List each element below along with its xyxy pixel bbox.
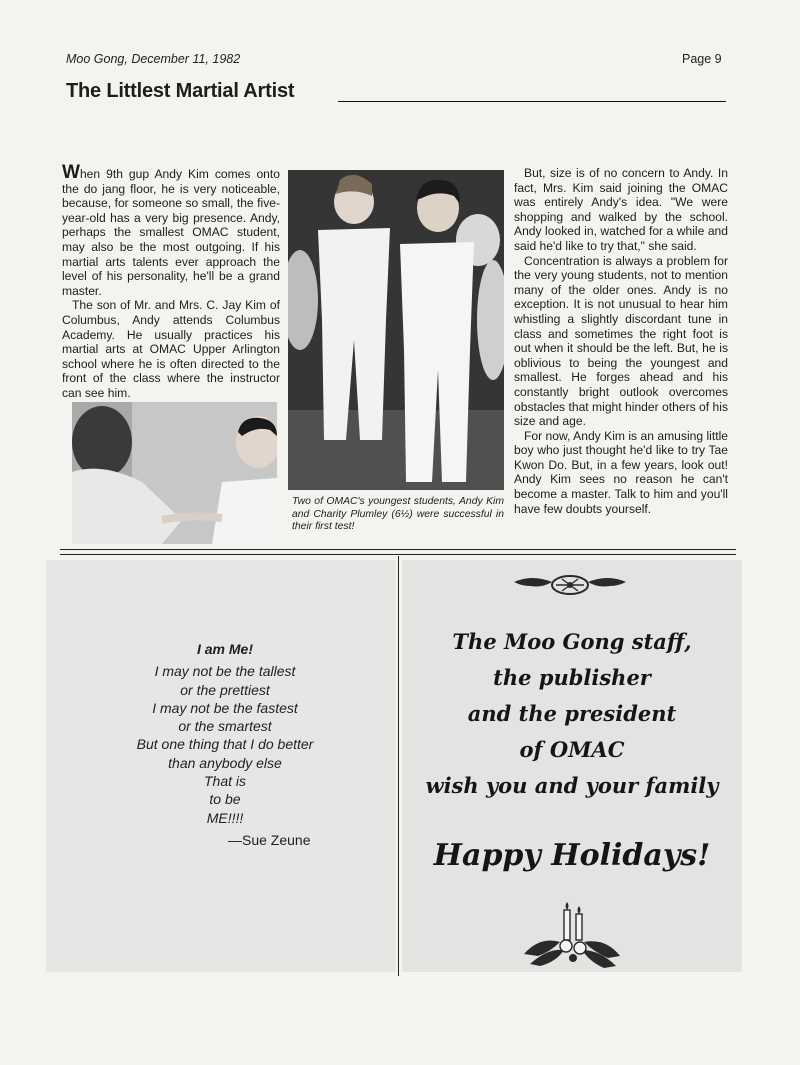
poem-line: I may not be the tallest — [154, 663, 296, 680]
article-paragraph: But, size is of no concern to Andy. In fact, Mrs. Kim said joining the OMAC was entirely Andy's idea. "We were shopping and walked by the school. Andy looked in, watched for a while and said he'd like to try that," she said. — [514, 166, 728, 253]
article-paragraph — [62, 162, 280, 298]
ribbon-ornament-icon — [512, 572, 628, 598]
publication-line: Moo Gong, December 11, 1982 — [66, 52, 241, 66]
page-number: Page 9 — [682, 52, 722, 66]
poem-line: That is — [203, 773, 246, 790]
article-title-row — [66, 80, 728, 106]
poem-line: But one thing that I do better — [136, 736, 314, 753]
poem-line: ME!!!! — [206, 809, 244, 826]
poem-author: —Sue Zeune — [228, 832, 311, 848]
poem-line: or the smartest — [178, 718, 272, 735]
title-underline — [338, 101, 726, 102]
article-column-right — [514, 166, 728, 516]
poem — [96, 640, 354, 827]
paragraph-text: hen 9th gup Andy Kim comes onto the do jang floor, he is very noticeable, because, for someone so small, the five-year-old has a very big presence. Andy, perhaps the smallest OMAC student, may also be the most outgoing. If his martial arts talents ever approach the level of his personality, he'll be a grand master. — [62, 167, 280, 298]
poem-line: than anybody else — [168, 754, 282, 771]
greeting-line: of OMAC — [519, 737, 625, 762]
drop-cap: W — [62, 162, 80, 183]
photo-caption: Two of OMAC's youngest students, Andy Kim and Charity Plumley (6½) were successful in their first test! — [292, 496, 504, 533]
column-divider — [398, 556, 399, 976]
greeting-line: the publisher — [493, 665, 651, 690]
instructor-photo — [72, 402, 277, 544]
greeting-line: wish you and your family — [425, 773, 719, 798]
greeting-line: The Moo Gong staff, — [452, 629, 692, 654]
candles-holly-icon — [520, 900, 624, 972]
students-photo-image — [288, 170, 504, 490]
article-paragraph: For now, Andy Kim is an amusing little boy who just thought he'd like to try Tae Kwon Do. But, in a few years, look out! Andy Kim sees no reason he can't become a master. Talk to him and you'll have few doubts yourself. — [514, 428, 728, 516]
students-photo — [288, 170, 504, 490]
poem-line: or the prettiest — [180, 681, 270, 698]
article-paragraph: Concentration is always a problem for the very young students, not to mention many of the older ones. Andy is no exception. It is not unusual to hear him whistling a slightly discordant tune in class and sometimes the right foot is out when it should be the left. But, he is oblivious to being the youngest and smallest. He forges ahead and his constantly bright outlook overcomes obstacles that might hinder others of his size and age. — [514, 253, 728, 429]
greeting-line: and the president — [467, 701, 677, 726]
poem-line: I may not be the fastest — [152, 699, 298, 716]
poem-line: to be — [209, 791, 241, 808]
section-divider — [60, 549, 736, 550]
poem-title: I am Me! — [196, 641, 253, 657]
article-title: The Littlest Martial Artist — [66, 80, 295, 102]
instructor-photo-image — [72, 402, 277, 544]
article-paragraph: The son of Mr. and Mrs. C. Jay Kim of Columbus, Andy attends Columbus Academy. He usually practices his martial arts at OMAC Upper Arlington school where he is often directed to the front of the class where the instructor can see him. — [62, 298, 280, 400]
section-divider — [60, 554, 736, 555]
article-column-left — [62, 162, 280, 401]
holiday-greeting — [402, 624, 742, 804]
happy-holidays: Happy Holidays! — [433, 838, 711, 873]
